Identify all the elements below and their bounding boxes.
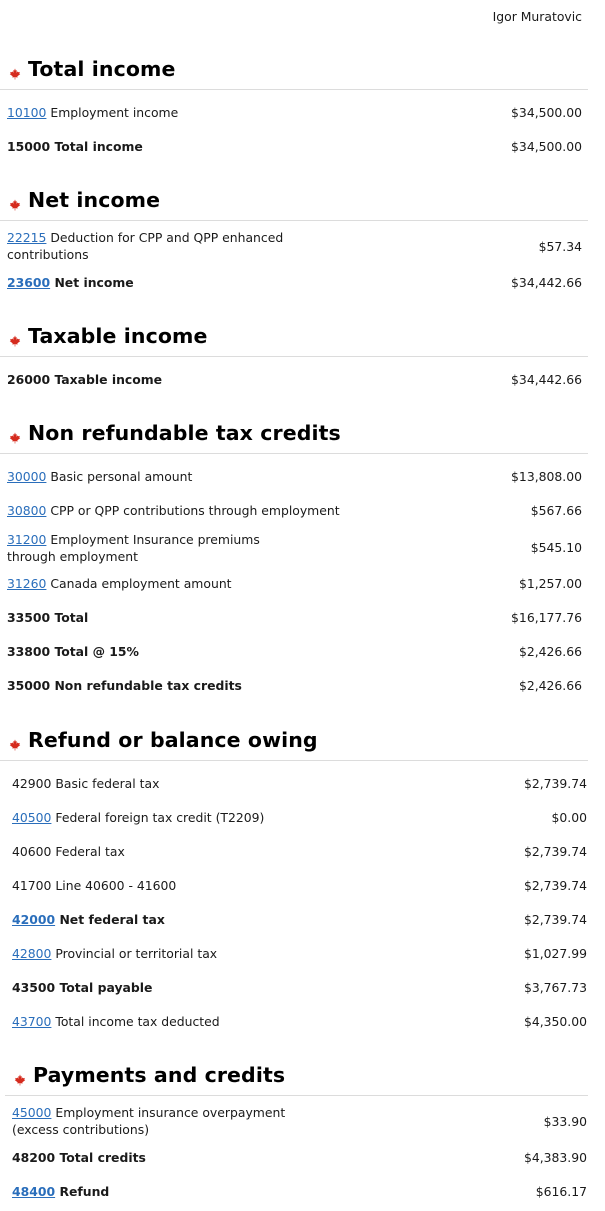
line-amount: $57.34 — [538, 239, 582, 254]
line-amount: $545.10 — [530, 540, 582, 555]
line-code: 33800 — [7, 644, 51, 659]
line-amount: $34,442.66 — [511, 372, 582, 387]
line-code-link[interactable]: 48400 — [12, 1184, 56, 1199]
line-label: Deduction for CPP and QPP enhanced contributions — [7, 230, 284, 262]
line-amount: $2,739.74 — [523, 912, 587, 927]
section-title: Payments and credits — [33, 1063, 286, 1087]
line-code-link[interactable]: 10100 — [7, 105, 47, 120]
divider — [0, 760, 588, 761]
section-total-income — [0, 56, 588, 90]
maple-leaf-icon — [9, 432, 21, 444]
line-label: Taxable income — [54, 372, 163, 387]
line-amount: $567.66 — [530, 503, 582, 518]
line-code-link[interactable]: 30000 — [7, 469, 47, 484]
line-code: 33500 — [7, 610, 51, 625]
line-label: Total @ 15% — [54, 644, 139, 659]
line-label: Basic federal tax — [55, 776, 160, 791]
line-code: 42900 — [12, 776, 52, 791]
section-title: Taxable income — [28, 324, 208, 348]
maple-leaf-icon — [14, 1074, 26, 1086]
line-code-link[interactable]: 31260 — [7, 576, 47, 591]
maple-leaf-icon — [9, 739, 21, 751]
line-code-link[interactable]: 31200 — [7, 532, 47, 547]
section-refund — [0, 727, 588, 761]
section-title: Non refundable tax credits — [28, 421, 341, 445]
line-label: Employment income — [50, 105, 179, 120]
line-amount: $2,426.66 — [518, 678, 582, 693]
line-amount: $16,177.76 — [511, 610, 582, 625]
line-label: Provincial or territorial tax — [55, 946, 218, 961]
line-code-link[interactable]: 30800 — [7, 503, 47, 518]
line-amount: $616.17 — [535, 1184, 587, 1199]
line-code-link[interactable]: 22215 — [7, 230, 47, 245]
line-code: 43500 — [12, 980, 56, 995]
line-code-link[interactable]: 23600 — [7, 275, 51, 290]
divider — [0, 356, 588, 357]
line-amount: $34,500.00 — [511, 139, 582, 154]
line-amount: $34,442.66 — [511, 275, 582, 290]
line-label: Canada employment amount — [50, 576, 232, 591]
line-label: Net income — [54, 275, 134, 290]
line-code: 41700 — [12, 878, 52, 893]
line-amount: $2,739.74 — [523, 878, 587, 893]
section-title: Refund or balance owing — [28, 728, 318, 752]
user-name[interactable]: Igor Muratovic — [492, 9, 582, 24]
line-label: Federal foreign tax credit (T2209) — [55, 810, 265, 825]
line-code-link[interactable]: 42000 — [12, 912, 56, 927]
line-amount: $13,808.00 — [511, 469, 582, 484]
line-code: 26000 — [7, 372, 51, 387]
line-amount: $4,383.90 — [523, 1150, 587, 1165]
maple-leaf-icon — [9, 335, 21, 347]
line-label: Employment insurance overpayment (excess contributions) — [12, 1105, 286, 1137]
line-label: Total credits — [59, 1150, 146, 1165]
line-label: Total income — [54, 139, 143, 154]
line-amount: $3,767.73 — [523, 980, 587, 995]
section-non-refundable — [0, 420, 588, 454]
line-amount: $34,500.00 — [511, 105, 582, 120]
line-code-link[interactable]: 42800 — [12, 946, 52, 961]
line-label: Net federal tax — [59, 912, 165, 927]
divider — [0, 89, 588, 90]
line-amount: $1,027.99 — [523, 946, 587, 961]
line-amount: $2,426.66 — [518, 644, 582, 659]
section-net-income — [0, 187, 588, 221]
line-label: CPP or QPP contributions through employment — [50, 503, 340, 518]
line-amount: $2,739.74 — [523, 776, 587, 791]
line-code: 40600 — [12, 844, 52, 859]
line-label: Total — [54, 610, 89, 625]
line-label: Non refundable tax credits — [54, 678, 242, 693]
line-code-link[interactable]: 40500 — [12, 810, 52, 825]
line-label: Total income tax deducted — [55, 1014, 220, 1029]
line-label: Refund — [59, 1184, 110, 1199]
divider — [0, 220, 588, 221]
line-amount: $33.90 — [543, 1114, 587, 1129]
line-label: Total payable — [59, 980, 153, 995]
divider — [5, 1095, 588, 1096]
maple-leaf-icon — [9, 199, 21, 211]
line-amount: $0.00 — [551, 810, 587, 825]
section-title: Net income — [28, 188, 161, 212]
line-amount: $2,739.74 — [523, 844, 587, 859]
line-label: Line 40600 - 41600 — [55, 878, 177, 893]
line-code: 48200 — [12, 1150, 56, 1165]
section-title: Total income — [28, 57, 176, 81]
divider — [0, 453, 588, 454]
section-taxable-income — [0, 323, 588, 357]
line-label: Employment Insurance premiums through employment — [7, 532, 260, 564]
maple-leaf-icon — [9, 68, 21, 80]
line-amount: $1,257.00 — [518, 576, 582, 591]
line-label: Basic personal amount — [50, 469, 193, 484]
line-amount: $4,350.00 — [523, 1014, 587, 1029]
section-payments — [5, 1062, 588, 1096]
line-code: 15000 — [7, 139, 51, 154]
line-code-link[interactable]: 43700 — [12, 1014, 52, 1029]
line-code: 35000 — [7, 678, 51, 693]
line-code-link[interactable]: 45000 — [12, 1105, 52, 1120]
line-label: Federal tax — [55, 844, 125, 859]
